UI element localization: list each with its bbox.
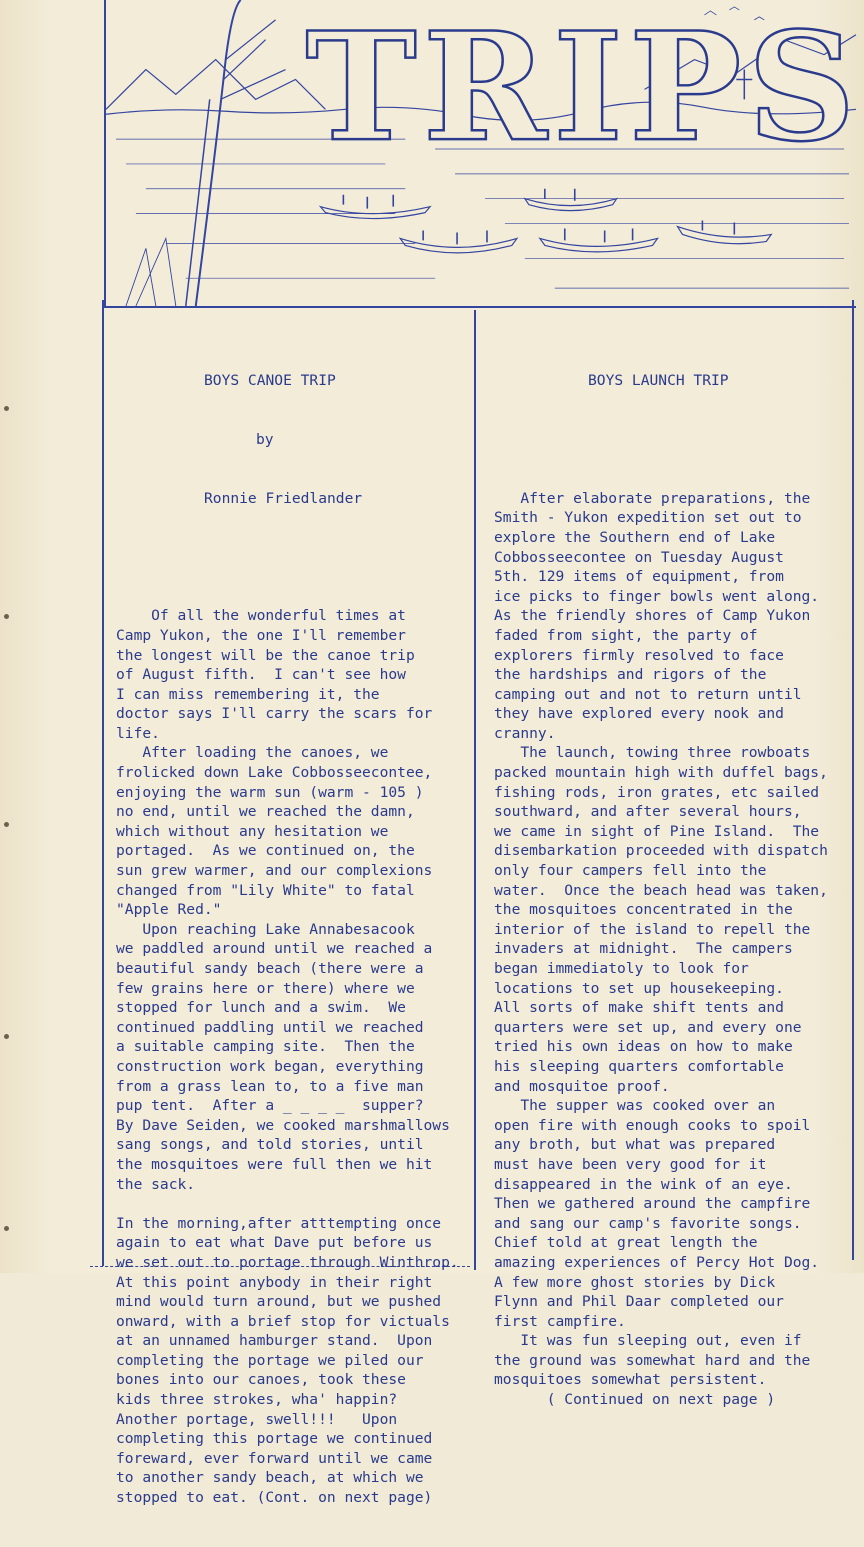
article-line: The supper was cooked over an [494,1097,776,1115]
article-line: life. [116,724,160,742]
article-line: onward, with a brief stop for victuals [116,1312,450,1330]
article-line: quarters were set up, and every one [494,1018,802,1036]
article-line: completing this portage we continued [116,1430,433,1448]
article-line: we set out to portage through Winthrop. [116,1253,459,1271]
article-line: his sleeping quarters comfortable [494,1057,784,1075]
article-line: disembarkation proceeded with dispatch [494,842,828,860]
article-line: again to eat what Dave put before us [116,1234,433,1252]
article-line: any broth, but what was prepared [494,1136,776,1154]
article-line: invaders at midnight. The campers [494,940,793,958]
article-line: must have been very good for it [494,1155,767,1173]
article-line: cranny. [494,724,556,742]
birch-tree-trunk [196,0,241,306]
article-line: changed from "Lily White" to fatal [116,881,415,899]
article-line: All sorts of make shift tents and [494,999,784,1017]
article-line: continued paddling until we reached [116,1018,424,1036]
article-line: tried his own ideas on how to make [494,1038,793,1056]
article-line: stopped to eat. (Cont. on next page) [116,1489,433,1507]
column-divider [474,310,476,1270]
article-line: which without any hesitation we [116,822,389,840]
article-line: At this point anybody in their right [116,1273,433,1291]
article-line: After elaborate preparations, the [494,489,811,507]
article-line: sang songs, and told stories, until [116,1136,424,1154]
article-line: Chief told at great length the [494,1234,758,1252]
article-line: disappeared in the wink of an eye. [494,1175,793,1193]
article-line: locations to set up housekeeping. [494,979,784,997]
article-line: the ground was somewhat hard and the [494,1351,811,1369]
article-line: the mosquitoes were full then we hit [116,1155,433,1173]
article-line: amazing experiences of Percy Hot Dog. [494,1253,820,1271]
canoe-icon [525,199,617,211]
canoe-icon [320,207,430,219]
article-line: "Apple Red." [116,901,222,919]
article-line: enjoying the warm sun (warm - 105 ) [116,783,424,801]
article-line: The launch, towing three rowboats [494,744,811,762]
article-line [116,1194,472,1214]
binder-hole [4,822,9,827]
binder-hole [4,614,9,619]
article-line: mind would turn around, but we pushed [116,1293,442,1311]
launch-trip-title: BOYS LAUNCH TRIP [588,372,729,390]
article-line: Another portage, swell!!! Upon [116,1410,398,1428]
launch-trip-article [494,332,850,1449]
article-line: a suitable camping site. Then the [116,1038,415,1056]
article-line: camping out and not to return until [494,685,802,703]
article-line: sun grew warmer, and our complexions [116,862,433,880]
article-line: completing the portage we piled our [116,1351,424,1369]
article-line: portaged. As we continued on, the [116,842,415,860]
article-line: and mosquitoe proof. [494,1077,670,1095]
article-line: to another sandy beach, at which we [116,1469,424,1487]
article-line: mosquitoes somewhat persistent. [494,1371,767,1389]
article-line: they have explored every nook and [494,705,784,723]
article-line: fishing rods, iron grates, etc sailed [494,783,820,801]
binder-hole [4,1226,9,1231]
canoe-trip-article [116,332,472,1547]
article-line: of August fifth. I can't see how [116,666,406,684]
article-line: Of all the wonderful times at [116,607,406,625]
article-line: bones into our canoes, took these [116,1371,406,1389]
binder-hole [4,406,9,411]
article-line: we paddled around until we reached a [116,940,433,958]
article-line: Upon reaching Lake Annabesacook [116,920,415,938]
article-line: In the morning,after atttempting once [116,1214,442,1232]
article-line: pup tent. After a _ _ _ _ supper? [116,1097,424,1115]
article-line: ( Continued on next page ) [494,1391,776,1409]
article-line: After loading the canoes, we [116,744,389,762]
mountain-outline-left [106,60,325,110]
article-line: foreward, ever forward until we came [116,1449,433,1467]
article-line: explore the Southern end of Lake [494,528,776,546]
article-line: 5th. 129 items of equipment, from [494,568,784,586]
canoe-icon [540,238,658,251]
article-line: water. Once the beach head was taken, [494,881,828,899]
article-line: first campfire. [494,1312,626,1330]
article-line: at an unnamed hamburger stand. Upon [116,1332,433,1350]
article-line: A few more ghost stories by Dick [494,1273,776,1291]
article-line: began immediatoly to look for [494,960,749,977]
article-line: no end, until we reached the damn, [116,803,415,821]
article-line: packed mountain high with duffel bags, [494,764,828,782]
article-line: Flynn and Phil Daar completed our [494,1293,784,1311]
article-line: I can miss remembering it, the [116,685,380,703]
byline-by: by [256,430,274,448]
article-line: doctor says I'll carry the scars for [116,705,433,723]
article-line: ice picks to finger bowls went along. [494,587,820,605]
article-line: Smith - Yukon expedition set out to [494,509,802,527]
article-line: By Dave Seiden, we cooked marshmallows [116,1116,450,1134]
launch-trip-body [494,489,850,1410]
canoe-trip-body [116,606,472,1507]
canoe-trip-title: BOYS CANOE TRIP [204,372,336,390]
right-column-rule [852,300,854,1260]
article-line: we came in sight of Pine Island. The [494,822,820,840]
article-line: beautiful sandy beach (there were a [116,960,424,977]
canoe-icon [677,227,771,244]
article-line: Then we gathered around the campfire [494,1195,811,1213]
article-line: Camp Yukon, the one I'll remember [116,626,406,644]
article-line: few grains here or there) where we [116,979,415,997]
article-line: open fire with enough cooks to spoil [494,1116,811,1134]
article-line: southward, and after several hours, [494,803,802,821]
article-line: the longest will be the canoe trip [116,646,415,664]
article-line: the mosquitoes concentrated in the [494,901,793,919]
article-line: stopped for lunch and a swim. We [116,999,406,1017]
trips-banner-illustration [104,0,862,308]
article-line: frolicked down Lake Cobbosseecontee, [116,764,433,782]
article-line: As the friendly shores of Camp Yukon [494,607,811,625]
lake-canoe-drawing [106,0,862,306]
article-line: explorers firmly resolved to face [494,646,784,664]
article-line: and sang our camp's favorite songs. [494,1214,802,1232]
article-line: faded from sight, the party of [494,626,758,644]
banner-title: TRIPS [305,0,862,176]
article-line: from a grass lean to, to a five man [116,1077,424,1095]
article-line: the sack. [116,1175,196,1193]
article-line: only four campers fell into the [494,862,767,880]
canoe-icon [400,238,517,252]
binder-hole [4,1034,9,1039]
left-column-rule [102,300,104,1266]
article-line: It was fun sleeping out, even if [494,1332,802,1350]
article-line: the hardships and rigors of the [494,666,767,684]
article-line: Cobbosseecontee on Tuesday August [494,548,784,566]
article-line: kids three strokes, wha' happin? [116,1391,398,1409]
article-line: interior of the island to repell the [494,920,811,938]
author-name: Ronnie Friedlander [204,489,363,507]
article-line: construction work began, everything [116,1057,424,1075]
